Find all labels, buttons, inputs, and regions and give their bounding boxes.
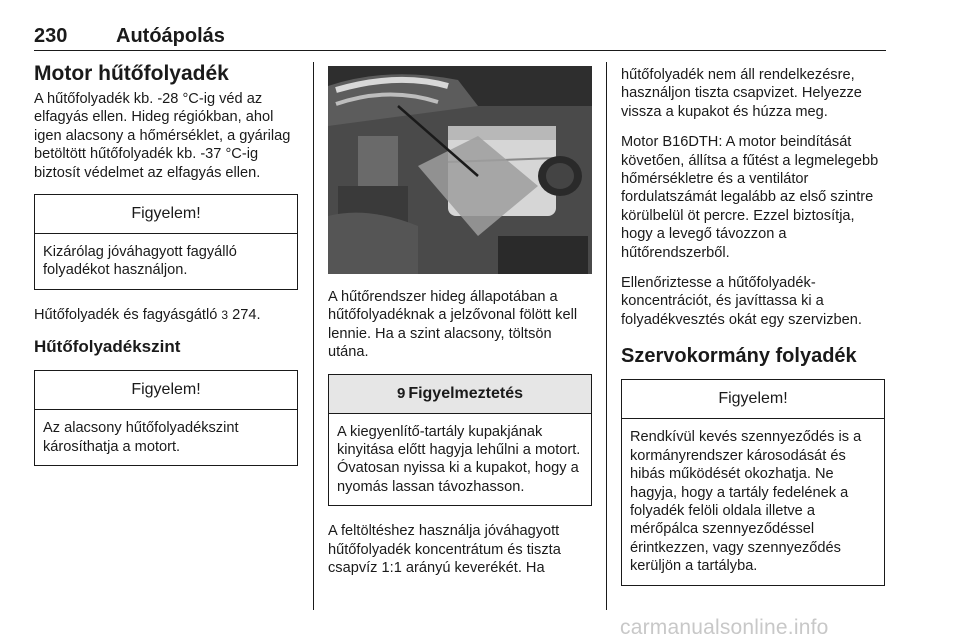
warning-header (329, 375, 591, 414)
reference-page: 274. (232, 306, 261, 323)
reference-arrow-icon: 3 (221, 307, 229, 322)
notice-box-power-steering (621, 379, 885, 585)
column-1 (34, 60, 298, 482)
column-divider-1 (313, 62, 314, 610)
column-3 (621, 66, 885, 602)
chapter-title: Autóápolás (116, 25, 225, 47)
warning-triangle-icon: 9 (396, 384, 406, 402)
notice-box-antifreeze (34, 194, 298, 290)
warning-box (328, 374, 592, 507)
page-number: 230 (34, 25, 68, 47)
section-title-coolant: Motor hűtőfolyadék (34, 62, 229, 85)
refill-text: A feltöltéshez használja jóváhagyott hűtőfolyadék koncentrátum és tiszta csapvíz 1:1 arányú keverékét. Ha (328, 523, 561, 577)
refill-text-continued: hűtőfolyadék nem áll rendelkezésre, használjon tiszta csapvizet. Helyezze vissza a kupakot és húzza meg. (621, 67, 862, 120)
notice-title: Figyelem! (622, 380, 884, 419)
column-2 (328, 66, 592, 589)
coolant-intro: A hűtőfolyadék kb. -28 °C-ig véd az elfagyás ellen. Hideg régiókban, ahol igen alacsony a hőmérséklet, a gyárilag betöltött hűtőfolyadék kb. -37 °C-ig biztosít védelmet az elfagyás ellen. (34, 91, 291, 181)
notice-box-coolant-level (34, 370, 298, 466)
notice-body: Kizárólag jóváhagyott fagyálló folyadékot használjon. (43, 244, 237, 279)
engine-bay-photo (328, 66, 592, 274)
column-divider-2 (606, 62, 607, 610)
notice-body: Az alacsony hűtőfolyadékszint károsíthatja a motort. (43, 420, 239, 455)
notice-body: Rendkívül kevés szennyeződés is a kormányrendszer károsodását és hibás működését okozhatja. Ne hagyja, hogy a tartály fedelének a folyadék felöli oldala illetve a mérőpálca szennyeződéssel érintkezzen, vagy szennyeződés kerüljön a tartályba. (630, 429, 862, 575)
subsection-title-coolant-level: Hűtőfolyadékszint (34, 337, 181, 357)
coolant-level-text: A hűtőrendszer hideg állapotában a hűtőfolyadéknak a jelzővonal fölött kell lennie. Ha a szint alacsony, töltsön utána. (328, 289, 578, 361)
cross-reference (34, 306, 298, 324)
section-title-power-steering: Szervokormány folyadék (621, 345, 857, 368)
notice-title: Figyelem! (35, 371, 297, 410)
warning-title: Figyelmeztetés (408, 384, 524, 402)
watermark: carmanualsonline.info (620, 616, 829, 639)
concentration-check-text: Ellenőriztesse a hűtőfolyadék-koncentrációt, és javíttassa ki a folyadékvesztés okát egy szervizben. (621, 275, 862, 328)
warning-body: A kiegyenlítő-tartály kupakjának kinyitása előtt hagyja lehűlni a motort. Óvatosan nyissa ki a kupakot, hogy a nyomás lassan távozhasson. (337, 423, 581, 495)
notice-title: Figyelem! (35, 195, 297, 234)
reference-text: Hűtőfolyadék és fagyásgátló (34, 306, 218, 323)
engine-b16dth-text: Motor B16DTH: A motor beindítását követően, állítsa a fűtést a legmelegebb hőmérsékletre és a ventilátor fordulatszámát legalább az első szintre körülbelül öt percre. Ezzel biztosítja, hogy a levegő távozzon a hűtőrendszerből. (621, 134, 879, 261)
engine-bay-illustration (328, 66, 592, 274)
page-header (34, 20, 886, 51)
